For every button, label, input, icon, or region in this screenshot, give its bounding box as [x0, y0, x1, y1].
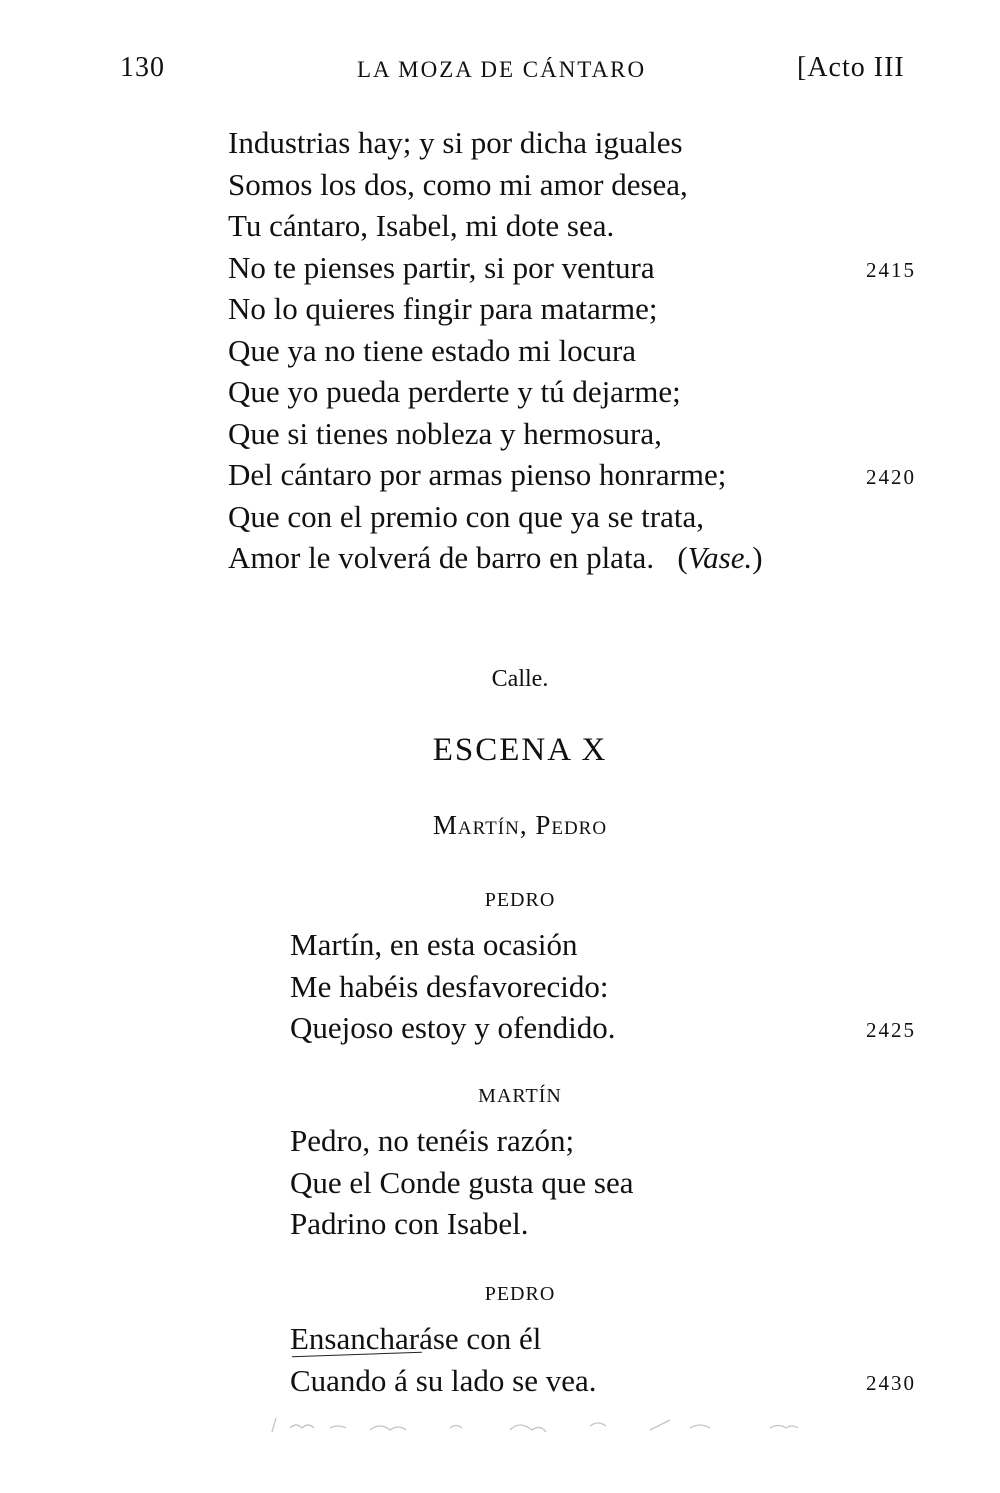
line-number: 2420 [866, 465, 916, 489]
verse-line [0, 1360, 1000, 1402]
verse-text: Que con el premio con que ya se trata, [228, 498, 705, 534]
verse-text: Que si tienes nobleza y hermosura, [228, 415, 662, 451]
running-title: LA MOZA DE CÁNTARO [357, 57, 647, 82]
scene-characters: Martín, Pedro [432, 810, 608, 840]
verse-text: Del cántaro por armas pienso honrarme; [228, 457, 727, 492]
verse-line [0, 205, 1000, 247]
verse-text: Ensancharáse con él [290, 1321, 542, 1356]
verse-text: Somos los dos, como mi amor desea, [228, 166, 688, 202]
pencil-scribble [270, 1410, 870, 1445]
stage-paren-close: ) [752, 540, 763, 575]
verse-text-with-stage-direction [228, 537, 763, 579]
verse-line [0, 247, 1000, 289]
verse-text: Quejoso estoy y ofendido. [290, 1010, 616, 1045]
verse-line [0, 1318, 1000, 1360]
running-header [0, 52, 1000, 92]
verse-text: Tu cántaro, Isabel, mi dote sea. [228, 208, 615, 243]
verse-line [0, 288, 1000, 330]
verse-line [0, 537, 1000, 579]
verse-line [0, 164, 1000, 206]
speaker-name: MARTÍN [478, 1085, 562, 1107]
verse-line [0, 924, 1000, 966]
verse-text: Que el Conde gusta que sea [290, 1164, 634, 1200]
page-number: 130 [120, 52, 165, 83]
scribble-icon [270, 1410, 870, 1440]
scene-location: Calle. [491, 666, 549, 692]
verse-line [0, 1203, 1000, 1245]
verse-text: Pedro, no tenéis razón; [290, 1123, 575, 1158]
verse-line [0, 330, 1000, 372]
speaker-name: PEDRO [484, 1283, 556, 1305]
verse-line [0, 413, 1000, 455]
verse-text: Cuando á su lado se vea. [290, 1362, 597, 1398]
verse-text: Industrias hay; y si por dicha iguales [228, 125, 683, 160]
verse-text: Que yo pueda perderte y tú dejarme; [228, 374, 681, 409]
speech-block [0, 924, 1000, 1049]
verse-line [0, 496, 1000, 538]
verse-line [0, 1007, 1000, 1049]
speaker-name: PEDRO [484, 889, 556, 911]
line-number: 2425 [866, 1018, 916, 1042]
verse-line [0, 966, 1000, 1008]
scene-title: ESCENA X [432, 732, 608, 768]
speech-block [0, 1318, 1000, 1401]
verse-line [0, 122, 1000, 164]
stage-paren-open: ( [677, 540, 688, 575]
verse-block-top [0, 122, 1000, 579]
speech-block [0, 1120, 1000, 1245]
verse-text: Que ya no tiene estado mi locura [228, 332, 637, 368]
verse-line [0, 371, 1000, 413]
verse-text: Martín, en esta ocasión [290, 927, 578, 962]
verse-text: Me habéis desfavorecido: [290, 968, 609, 1004]
act-label: [Acto III [797, 52, 905, 83]
verse-text: Padrino con Isabel. [290, 1206, 529, 1241]
verse-text: Amor le volverá de barro en plata. [228, 540, 655, 575]
verse-text: No te pienses partir, si por ventura [228, 249, 655, 285]
verse-line [0, 454, 1000, 496]
verse-text: No lo quieres fingir para matarme; [228, 291, 658, 326]
verse-line [0, 1120, 1000, 1162]
verse-line [0, 1162, 1000, 1204]
stage-direction: Vase. [687, 540, 753, 575]
line-number: 2415 [866, 257, 916, 282]
line-number: 2430 [866, 1370, 916, 1395]
